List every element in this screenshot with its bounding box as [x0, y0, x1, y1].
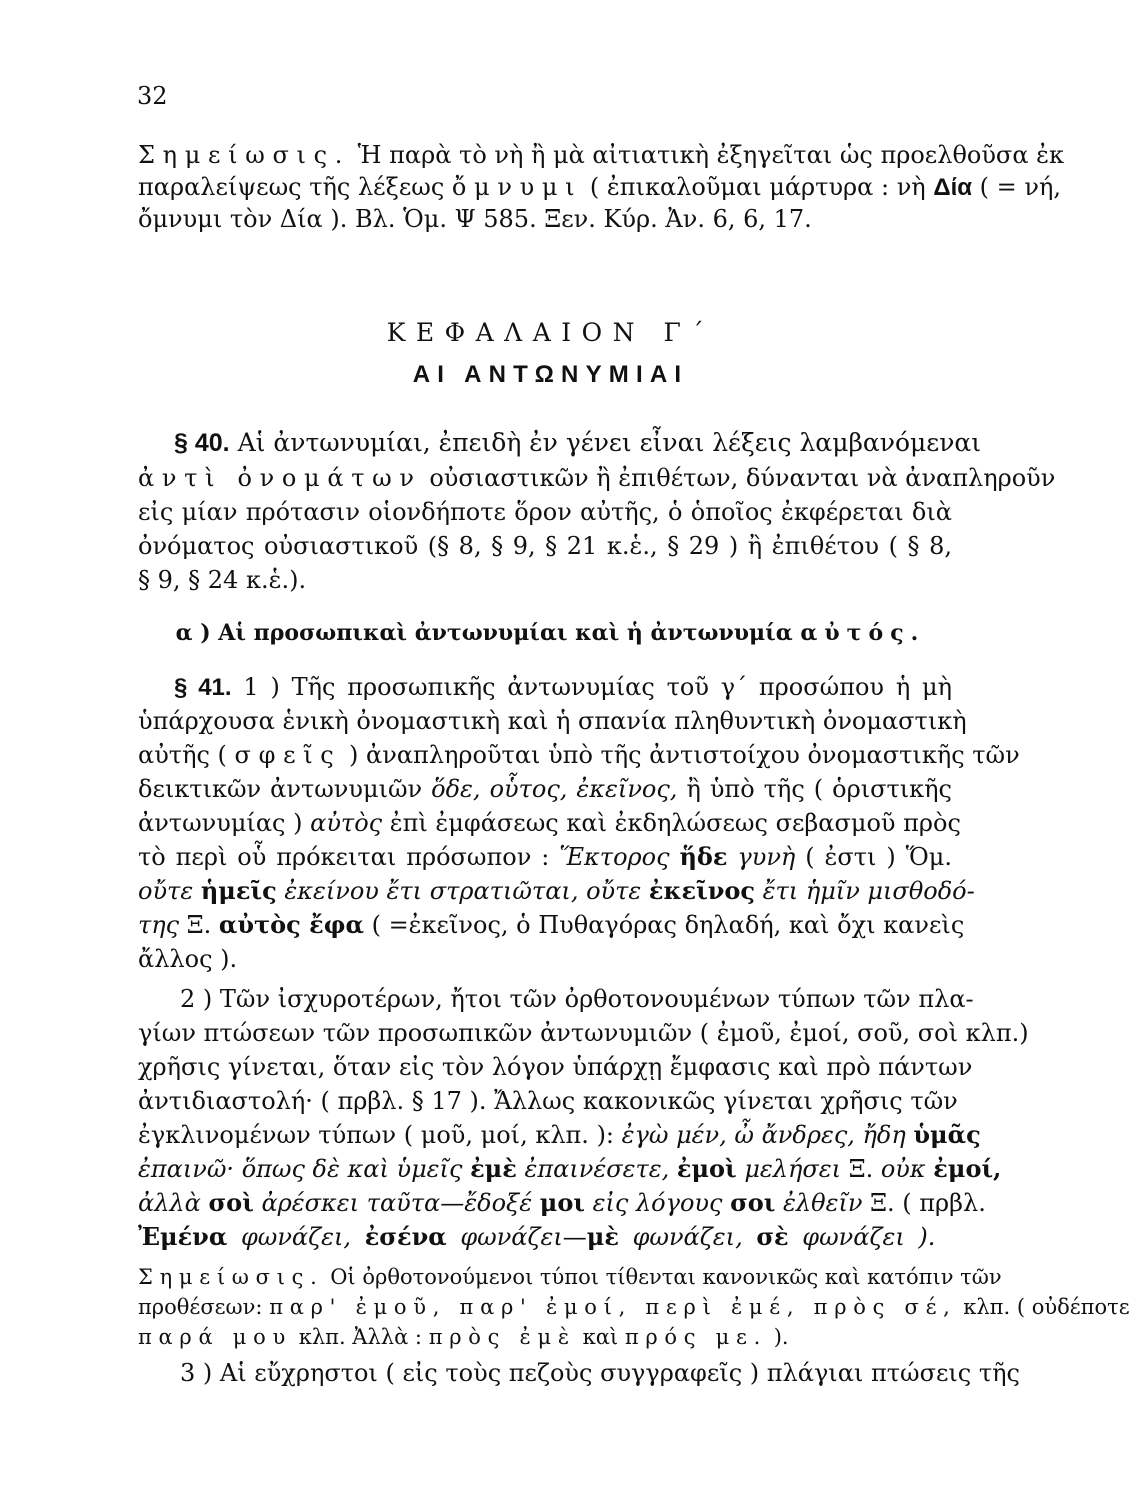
- note2-label: Σημείωσις.: [138, 1265, 324, 1289]
- s41-line-4: δεικτικῶν ἀντωνυμιῶν ὅδε, οὗτος, ἐκεῖνος, ἢ ὑπὸ τῆς ( ὁριστικῆς: [138, 775, 952, 803]
- s40-number: § 40.: [174, 429, 230, 457]
- s40-line-5: § 9, § 24 κ.ἑ.).: [138, 566, 307, 594]
- s41-line-9: ἄλλος ).: [138, 945, 238, 973]
- note1-line-3: ὄμνυμι τὸν Δία ). Βλ. Ὁμ. Ψ 585. Ξεν. Κύρ. Ἀν. 6, 6, 17.: [138, 205, 812, 233]
- subsection-a-heading: α ) Αἱ προσωπικαὶ ἀντωνυμίαι καὶ ἡ ἀντωνυμία αὐτός.: [175, 620, 926, 646]
- p2-line-7: ἀλλὰ σοὶ ἀρέσκει ταῦτα—ἔδοξέ μοι εἰς λόγους σοι ἐλθεῖν Ξ. ( πρβλ.: [138, 1188, 986, 1217]
- p2-line-2: γίων πτώσεων τῶν προσωπικῶν ἀντωνυμιῶν ( ἐμοῦ, ἐμοί, σοῦ, σοὶ κλπ.): [138, 1019, 1029, 1047]
- p2-line-3: χρῆσις γίνεται, ὅταν εἰς τὸν λόγον ὑπάρχῃ ἔμφασις καὶ πρὸ πάντων: [138, 1053, 973, 1081]
- p2-line-4: ἀντιδιαστολή· ( πρβλ. § 17 ). Ἄλλως κακονικῶς γίνεται χρῆσις τῶν: [138, 1087, 958, 1115]
- p2-line-6: ἐπαινῶ· ὅπως δὲ καὶ ὑμεῖς ἐμὲ ἐπαινέσετε, ἐμοὶ μελήσει Ξ. οὐκ ἐμοί,: [138, 1154, 1002, 1183]
- s40-line-2: ἀντὶ ὀνομάτων οὐσιαστικῶν ἢ ἐπιθέτων, δύνανται νὰ ἀναπληροῦν: [138, 464, 1056, 492]
- note1-line-2: παραλείψεως τῆς λέξεως ὄμνυμι ( ἐπικαλοῦμαι μάρτυρα : νὴ Δία ( = νή,: [138, 173, 1061, 201]
- s40-line-4: ὀνόματος οὐσιαστικοῦ (§ 8, § 9, § 21 κ.ἑ., § 29 ) ἢ ἐπιθέτου ( § 8,: [138, 532, 952, 560]
- page-number: 32: [137, 82, 168, 110]
- s41-line-6: τὸ περὶ οὗ πρόκειται πρόσωπον : Ἕκτορος ἥδε γυνὴ ( ἐστι ) Ὅμ.: [138, 842, 952, 871]
- s41-line-3: αὐτῆς ( σφεῖς ) ἀναπληροῦται ὑπὸ τῆς ἀντιστοίχου ὀνομαστικῆς τῶν: [138, 741, 1020, 769]
- note2-line-1: Σημείωσις. Οἱ ὀρθοτονούμενοι τύποι τίθενται κανονικῶς καὶ κατόπιν τῶν: [138, 1265, 1002, 1289]
- note1-line-1: Σημείωσις. Ἡ παρὰ τὸ νὴ ἢ μὰ αἰτιατικὴ ἐξηγεῖται ὡς προελθοῦσα ἐκ: [138, 141, 1065, 169]
- s40-line-1: § 40. Αἱ ἀντωνυμίαι, ἐπειδὴ ἐν γένει εἶναι λέξεις λαμβανόμεναι: [174, 428, 982, 457]
- chapter-subtitle: ΑΙ ΑΝΤΩΝΥΜΙΑΙ: [412, 361, 689, 388]
- s41-line-1: § 41. 1 ) Τῆς προσωπικῆς ἀντωνυμίας τοῦ γ΄ προσώπου ἡ μὴ: [174, 673, 952, 701]
- p3-line-1: 3 ) Αἱ εὔχρηστοι ( εἰς τοὺς πεζοὺς συγγραφεῖς ) πλάγιαι πτώσεις τῆς: [180, 1359, 1020, 1387]
- s40-line-3: εἰς μίαν πρότασιν οἱονδήποτε ὅρον αὐτῆς, ὁ ὁποῖος ἐκφέρεται διὰ: [138, 498, 952, 526]
- p2-line-5: ἐγκλινομένων τύπων ( μοῦ, μοί, κλπ. ): ἐγὼ μέν, ὦ ἄνδρες, ἤδη ὑμᾶς: [138, 1120, 981, 1149]
- note2-line-2: προθέσεων: παρ' ἐμοῦ, παρ' ἐμοί, περὶ ἐμέ, πρὸς σέ, κλπ. ( οὐδέποτε: [138, 1295, 1130, 1319]
- note2-line-3: παρά μου κλπ. Ἀλλὰ : πρὸς ἐμὲ καὶ πρός με. ).: [138, 1325, 789, 1349]
- s41-line-5: ἀντωνυμίας ) αὐτὸς ἐπὶ ἐμφάσεως καὶ ἐκδηλώσεως σεβασμοῦ πρὸς: [138, 809, 961, 837]
- s41-line-2: ὑπάρχουσα ἑνικὴ ὀνομαστικὴ καὶ ἡ σπανία πληθυντικὴ ὀνομαστικὴ: [138, 707, 967, 735]
- s41-number: § 41.: [174, 674, 232, 701]
- note1-label: Σημείωσις.: [138, 141, 351, 169]
- s41-line-8: της Ξ. αὐτὸς ἔφα ( =ἐκεῖνος, ὁ Πυθαγόρας δηλαδή, καὶ ὄχι κανεὶς: [138, 910, 965, 939]
- p2-line-8: Ἐμένα φωνάζει, ἐσένα φωνάζει—μὲ φωνάζει, σὲ φωνάζει ).: [138, 1222, 936, 1251]
- s41-line-7: οὔτε ἡμεῖς ἐκείνου ἔτι στρατιῶται, οὔτε ἐκεῖνος ἔτι ἡμῖν μισθοδό-: [138, 876, 975, 905]
- chapter-title: ΚΕΦΑΛΑΙΟΝ Γ΄: [386, 318, 715, 347]
- p2-line-1: 2 ) Τῶν ἰσχυροτέρων, ἤτοι τῶν ὀρθοτονουμένων τύπων τῶν πλα-: [180, 985, 974, 1013]
